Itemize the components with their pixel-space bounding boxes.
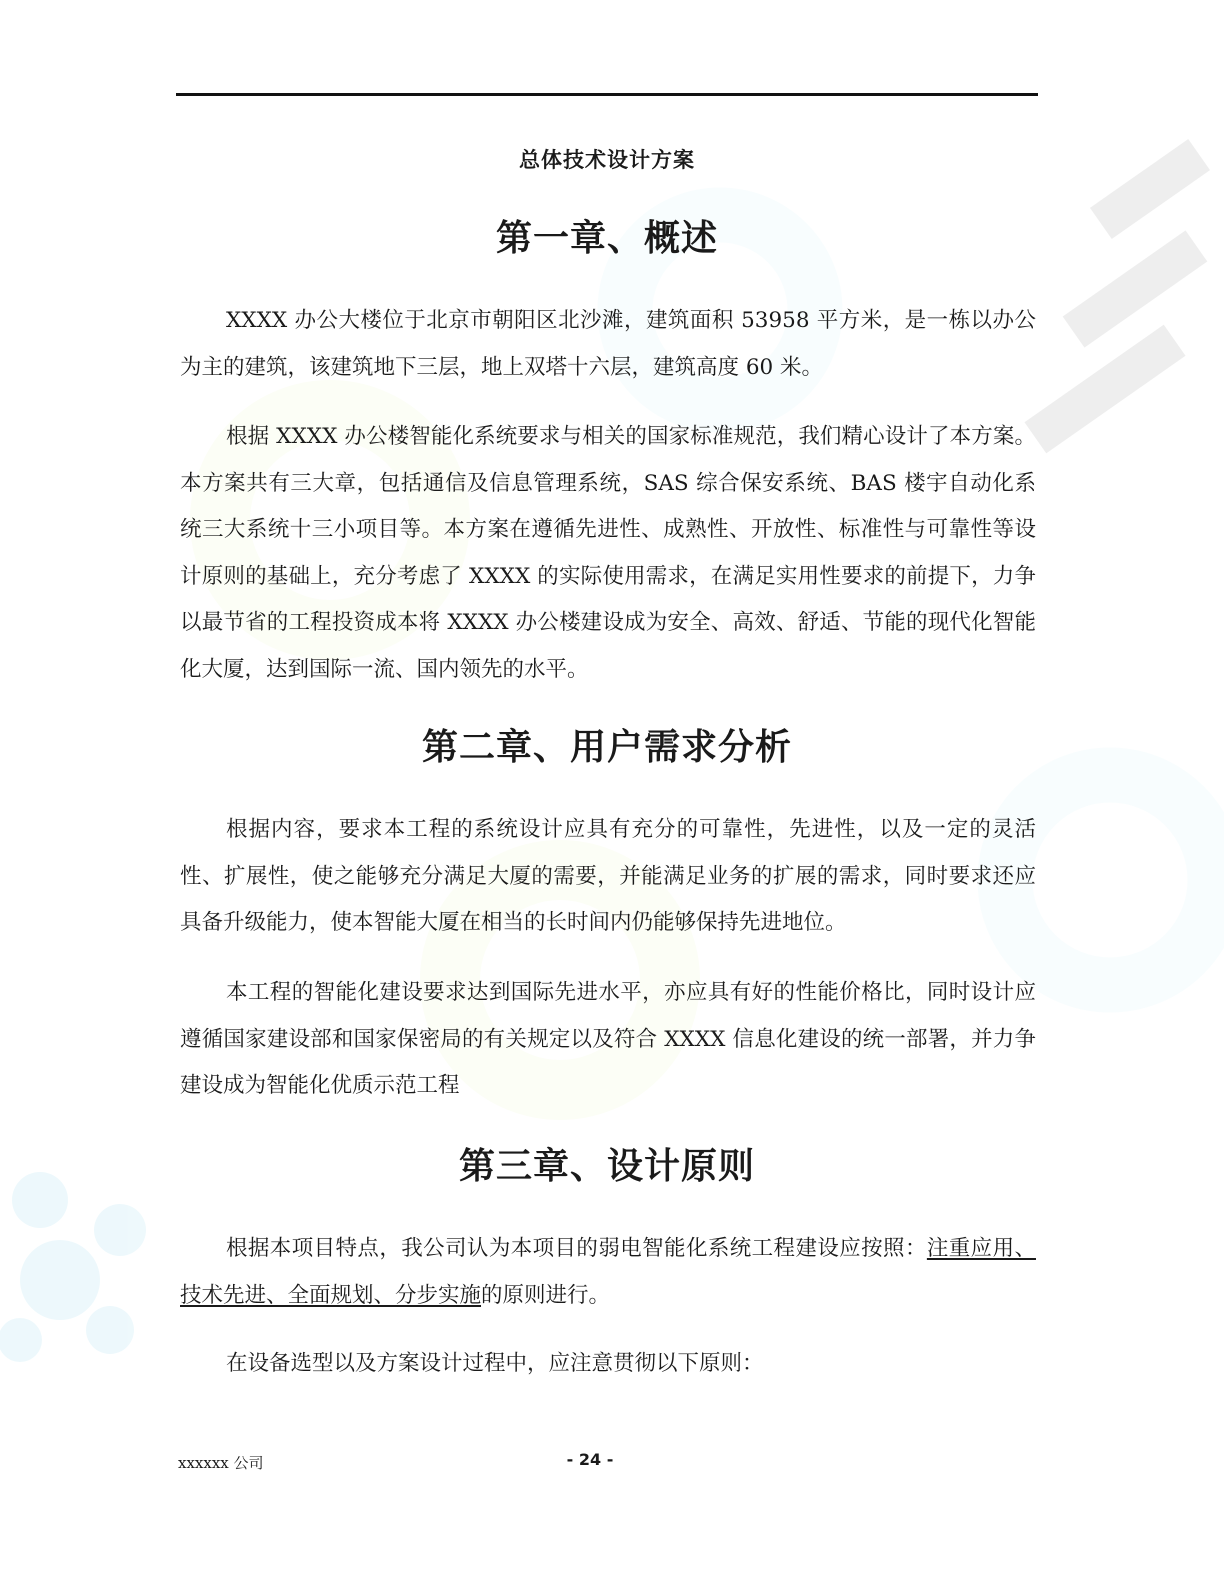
chapter-3-paragraph-2: 在设备选型以及方案设计过程中，应注意贯彻以下原则： bbox=[226, 1351, 764, 1376]
footer-company: xxxxxx 公司 bbox=[178, 1454, 264, 1472]
principle-outro-text: 的原则进行。 bbox=[481, 1282, 611, 1308]
chapter-1-paragraph-1: XXXX 办公大楼位于北京市朝阳区北沙滩，建筑面积 53958 平方米，是一栋以办公为主的建筑，该建筑地下三层，地上双塔十六层，建筑高度 60 米。 bbox=[180, 308, 1036, 380]
chapter-1-paragraph-2: 根据 XXXX 办公楼智能化系统要求与相关的国家标准规范，我们精心设计了本方案。本方案共有三大章，包括通信及信息管理系统，SAS 综合保安系统、BAS 楼宇自动化系统三大系统十三小项目等。本方案在遵循先进性、成熟性、开放性、标准性与可靠性等设计原则的基础上，充分考虑了 XXXX 的实际使用需求，在满足实用性要求的前提下，力争以最节省的工程投资成本将 XXXX 办公楼建设成为安全、高效、舒适、节能的现代化智能化大厦，达到国际一流、国内领先的水平。 bbox=[180, 424, 1036, 682]
chapter-2-paragraph-2: 本工程的智能化建设要求达到国际先进水平，亦应具有好的性能价格比，同时设计应遵循国家建设部和国家保密局的有关规定以及符合 XXXX 信息化建设的统一部署，并力争建设成为智能化优质示范工程 bbox=[180, 980, 1036, 1098]
chapter-2-paragraph-1: 根据内容，要求本工程的系统设计应具有充分的可靠性，先进性，以及一定的灵活性、扩展性，使之能够充分满足大厦的需要，并能满足业务的扩展的需求，同时要求还应具备升级能力，使本智能大厦在相当的长时间内仍能够保持先进地位。 bbox=[180, 817, 1036, 935]
principle-intro-text: 根据本项目特点，我公司认为本项目的弱电智能化系统工程建设应按照： bbox=[226, 1236, 927, 1261]
page-number: - 24 - bbox=[566, 1450, 614, 1469]
chapter-3-paragraph-1 bbox=[180, 1226, 1036, 1319]
chapter-1-heading: 第一章、概述 bbox=[495, 217, 718, 259]
document-title: 总体技术设计方案 bbox=[519, 147, 695, 172]
chapter-3-heading: 第三章、设计原则 bbox=[458, 1145, 755, 1187]
chapter-2-heading: 第二章、用户需求分析 bbox=[421, 726, 792, 768]
principle-underlined-text: 注重应用、技术先进、全面规划、分步实施 bbox=[180, 1236, 1036, 1308]
header-rule bbox=[176, 93, 1038, 96]
